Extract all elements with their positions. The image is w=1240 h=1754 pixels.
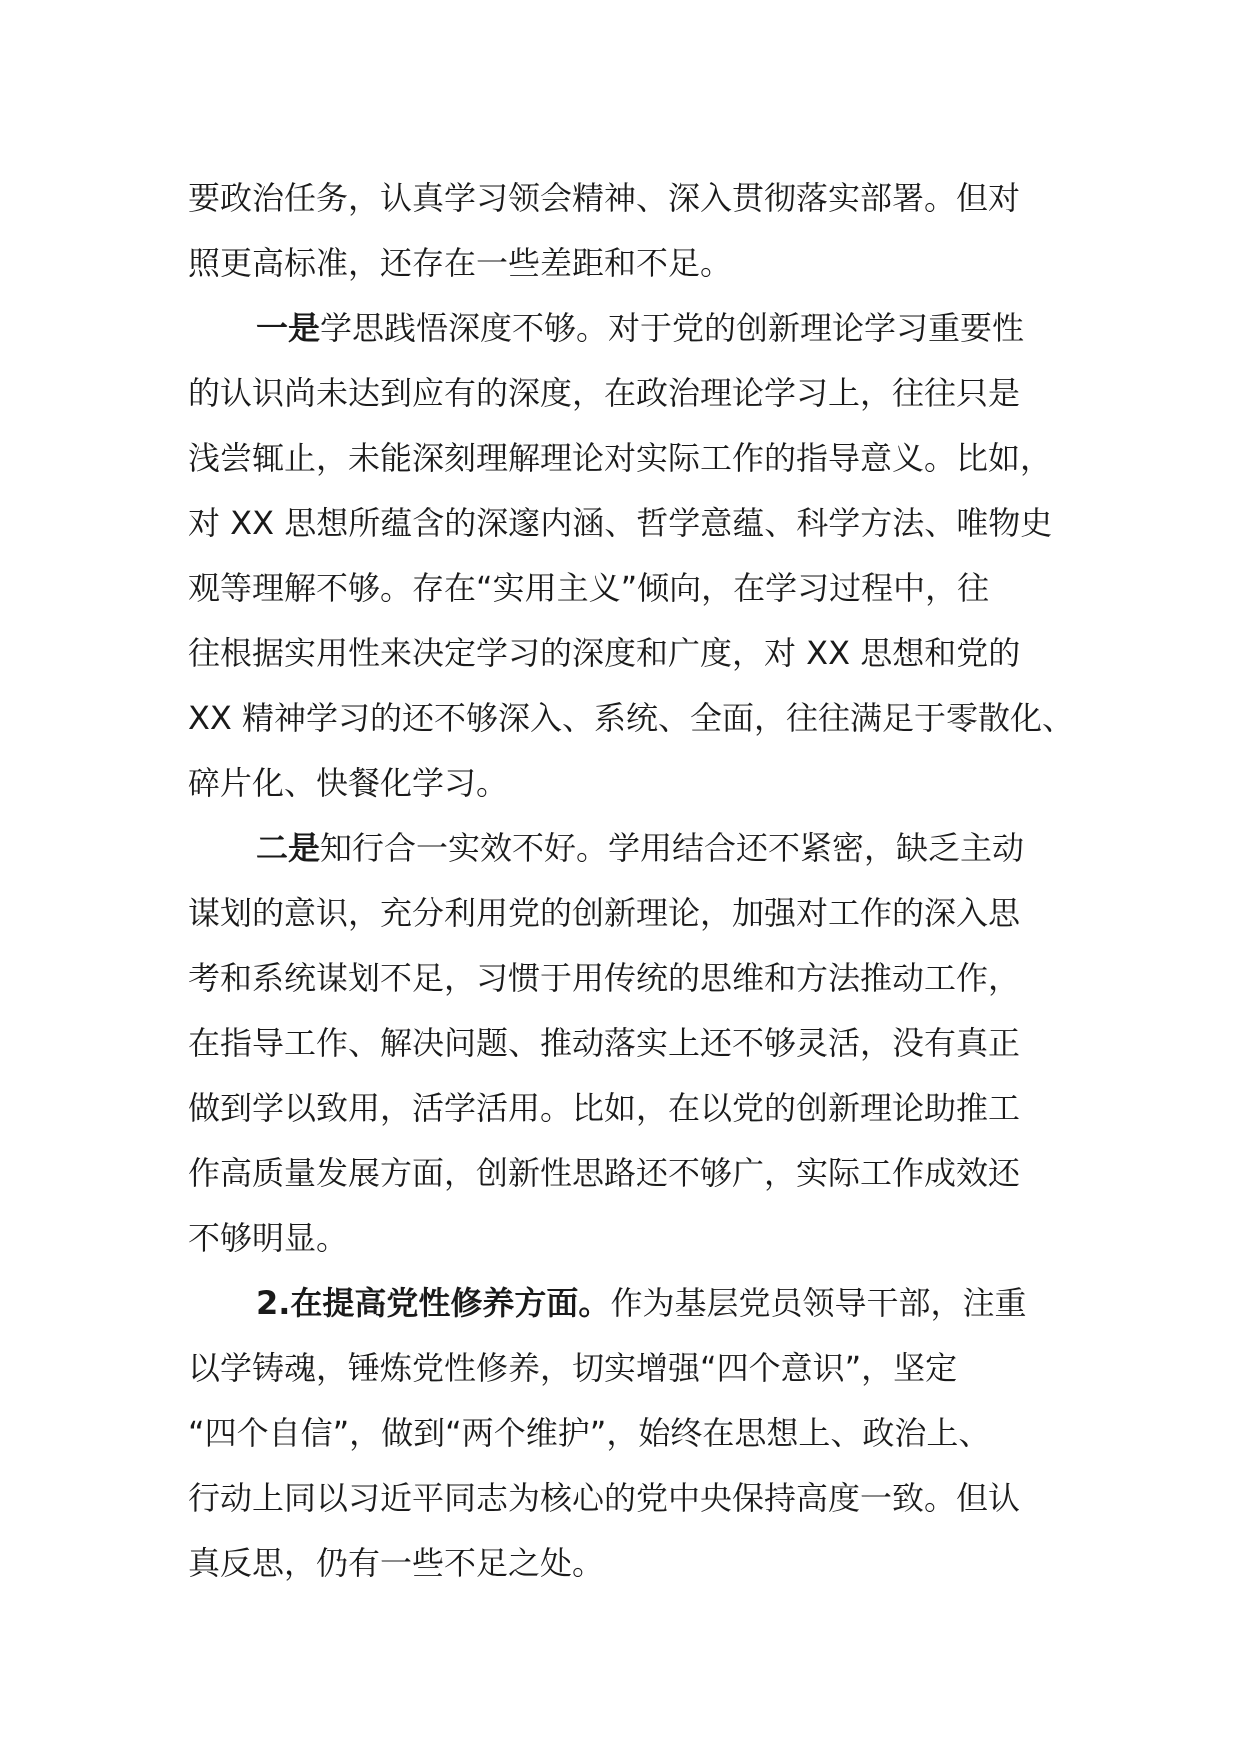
section-heading-2: 2.在提高党性修养方面。 xyxy=(256,1284,611,1322)
paragraph-line: 往根据实用性来决定学习的深度和广度，对 XX 思想和党的 xyxy=(188,634,1021,672)
paragraph-line: 观等理解不够。存在“实用主义”倾向，在学习过程中，往 xyxy=(188,569,990,607)
document-body xyxy=(188,166,1088,1596)
paragraph-line: 照更高标准，还存在一些差距和不足。 xyxy=(188,244,733,282)
paragraph-line: 碎片化、快餐化学习。 xyxy=(188,764,509,802)
paragraph-line: 要政治任务，认真学习领会精神、深入贯彻落实部署。但对 xyxy=(188,179,1021,217)
paragraph-line-first xyxy=(188,816,1088,881)
paragraph-line: 不够明显。 xyxy=(188,1219,349,1257)
paragraph-line-first xyxy=(188,1271,1088,1336)
paragraph-line: 行动上同以习近平同志为核心的党中央保持高度一致。但认 xyxy=(188,1479,1021,1517)
paragraph-line-text: 知行合一实效不好。学用结合还不紧密，缺乏主动 xyxy=(320,829,1025,867)
paragraph-line-text: 作为基层党员领导干部，注重 xyxy=(610,1284,1027,1322)
paragraph-line: 考和系统谋划不足，习惯于用传统的思维和方法推动工作， xyxy=(188,959,1021,997)
paragraph-line: 做到学以致用，活学活用。比如，在以党的创新理论助推工 xyxy=(188,1089,1021,1127)
paragraph-line: 浅尝辄止，未能深刻理解理论对实际工作的指导意义。比如， xyxy=(188,439,1053,477)
paragraph-line: 真反思，仍有一些不足之处。 xyxy=(188,1544,605,1582)
paragraph-line: XX 精神学习的还不够深入、系统、全面，往往满足于零散化、 xyxy=(188,699,1075,737)
paragraph-line: 作高质量发展方面，创新性思路还不够广，实际工作成效还 xyxy=(188,1154,1021,1192)
paragraph-line-text: 学思践悟深度不够。对于党的创新理论学习重要性 xyxy=(320,309,1025,347)
lead-label-yishi: 一是 xyxy=(256,309,321,347)
paragraph-line: 在指导工作、解决问题、推动落实上还不够灵活，没有真正 xyxy=(188,1024,1021,1062)
paragraph-line: 对 XX 思想所蕴含的深邃内涵、哲学意蕴、科学方法、唯物史 xyxy=(188,504,1053,542)
paragraph-line: “四个自信”，做到“两个维护”，始终在思想上、政治上、 xyxy=(188,1414,991,1452)
paragraph-line: 以学铸魂，锤炼党性修养，切实增强“四个意识”，坚定 xyxy=(188,1349,958,1387)
lead-label-ershi: 二是 xyxy=(256,829,321,867)
paragraph-line: 的认识尚未达到应有的深度，在政治理论学习上，往往只是 xyxy=(188,374,1021,412)
paragraph-line: 谋划的意识，充分利用党的创新理论，加强对工作的深入思 xyxy=(188,894,1021,932)
paragraph-line-first xyxy=(188,296,1088,361)
